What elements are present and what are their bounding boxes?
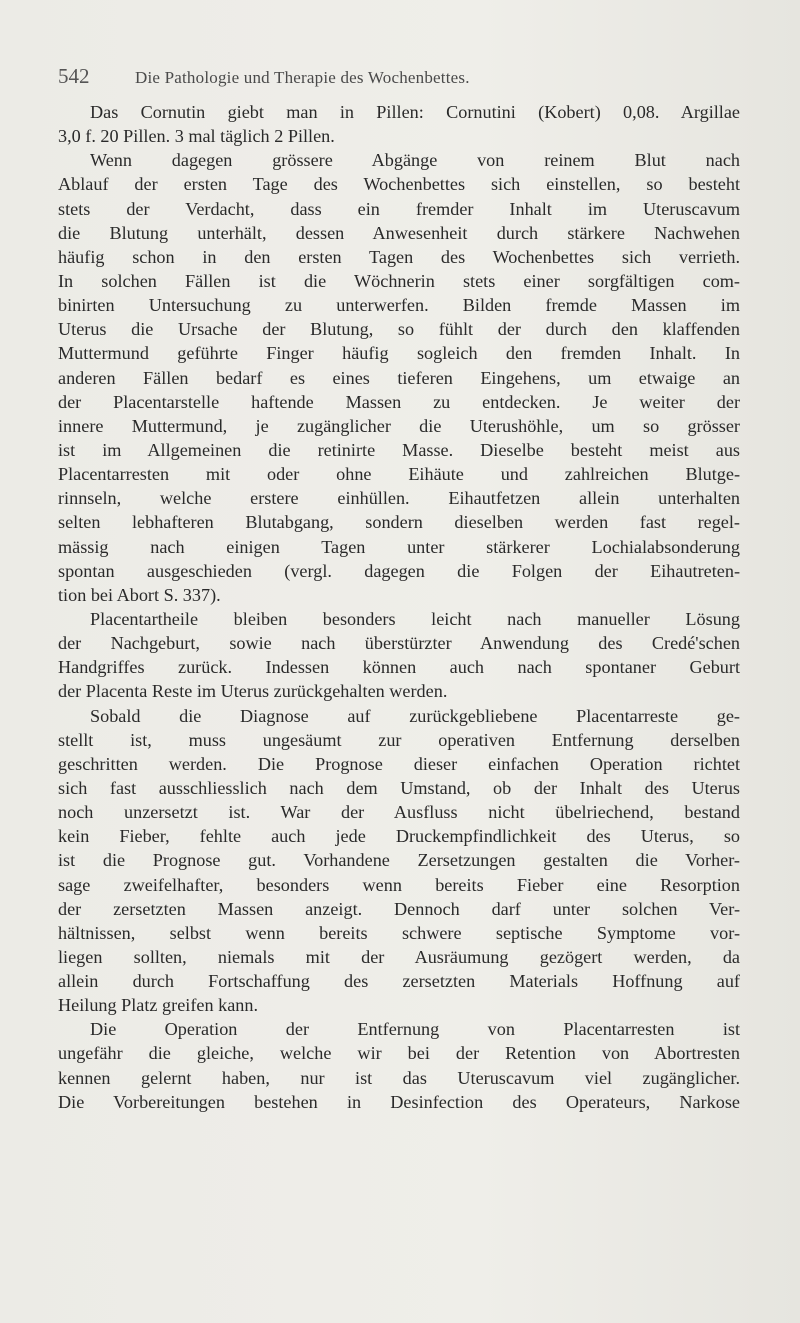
text-line: 3,0 f. 20 Pillen. 3 mal täglich 2 Pillen.	[58, 126, 335, 147]
text-line: ist die Prognose gut. Vorhandene Zersetzungen gestalten die Vorher-	[58, 850, 740, 871]
text-line: anderen Fällen bedarf es eines tieferen Eingehens, um etwaige an	[58, 367, 740, 388]
running-title: Die Pathologie und Therapie des Wochenbettes.	[135, 68, 470, 87]
text-line: hältnissen, selbst wenn bereits schwere septische Symptome vor-	[58, 922, 740, 943]
text-line: allein durch Fortschaffung des zersetzten Materials Hoffnung auf	[58, 971, 740, 992]
text-line: liegen sollten, niemals mit der Ausräumung gezögert werden, da	[58, 946, 740, 967]
text-line: kein Fieber, fehlte auch jede Druckempfindlichkeit des Uterus, so	[58, 826, 740, 847]
text-line: Die Operation der Entfernung von Placentarresten ist	[90, 1019, 740, 1040]
text-line: Die Vorbereitungen bestehen in Desinfection des Operateurs, Narkose	[58, 1091, 740, 1112]
text-line: geschritten werden. Die Prognose dieser einfachen Operation richtet	[58, 753, 740, 774]
text-line: innere Muttermund, je zugänglicher die Uterushöhle, um so grösser	[58, 415, 740, 436]
text-line: Placentartheile bleiben besonders leicht nach manueller Lösung	[90, 608, 740, 629]
text-line: spontan ausgeschieden (vergl. dagegen die Folgen der Eihautreten-	[58, 560, 740, 581]
text-line: Ablauf der ersten Tage des Wochenbettes sich einstellen, so besteht	[58, 174, 740, 195]
text-line: häufig schon in den ersten Tagen des Wochenbettes sich verrieth.	[58, 246, 740, 267]
text-line: Placentarresten mit oder ohne Eihäute und zahlreichen Blutge-	[58, 464, 740, 485]
text-line: Uterus die Ursache der Blutung, so fühlt der durch den klaffenden	[58, 319, 740, 340]
body-text	[58, 100, 740, 1114]
text-line: Handgriffes zurück. Indessen können auch nach spontaner Geburt	[58, 657, 740, 678]
text-line: mässig nach einigen Tagen unter stärkerer Lochialabsonderung	[58, 536, 740, 557]
text-line: In solchen Fällen ist die Wöchnerin stets einer sorgfältigen com-	[58, 270, 740, 291]
text-line: ist im Allgemeinen die retinirte Masse. Dieselbe besteht meist aus	[58, 439, 740, 460]
text-line: tion bei Abort S. 337).	[58, 584, 221, 605]
text-line: sich fast ausschliesslich nach dem Umstand, ob der Inhalt des Uterus	[58, 777, 740, 798]
text-line: noch unzersetzt ist. War der Ausfluss nicht übelriechend, bestand	[58, 802, 740, 823]
text-line: Heilung Platz greifen kann.	[58, 995, 259, 1016]
text-line: binirten Untersuchung zu unterwerfen. Bilden fremde Massen im	[58, 295, 740, 316]
text-line: Sobald die Diagnose auf zurückgebliebene Placentarreste ge-	[90, 705, 740, 726]
text-line: stets der Verdacht, dass ein fremder Inhalt im Uteruscavum	[58, 198, 740, 219]
text-line: der Placenta Reste im Uterus zurückgehalten werden.	[58, 681, 448, 702]
text-line: sage zweifelhafter, besonders wenn bereits Fieber eine Resorption	[58, 874, 740, 895]
text-line: der zersetzten Massen anzeigt. Dennoch darf unter solchen Ver-	[58, 898, 740, 919]
text-line: der Nachgeburt, sowie nach überstürzter Anwendung des Credé'schen	[58, 633, 740, 654]
text-line: der Placentarstelle haftende Massen zu entdecken. Je weiter der	[58, 391, 740, 412]
text-line: Wenn dagegen grössere Abgänge von reinem Blut nach	[90, 150, 740, 171]
text-line: Muttermund geführte Finger häufig sogleich den fremden Inhalt. In	[58, 343, 740, 364]
text-line: rinnseln, welche erstere einhüllen. Eihautfetzen allein unterhalten	[58, 488, 740, 509]
text-line: selten lebhafteren Blutabgang, sondern dieselben werden fast regel-	[58, 512, 740, 533]
text-line: Das Cornutin giebt man in Pillen: Cornutini (Kobert) 0,08. Argillae	[90, 102, 740, 122]
text-line: die Blutung unterhält, dessen Anwesenheit durch stärkere Nachwehen	[58, 222, 740, 243]
page-header	[58, 64, 758, 94]
text-line: stellt ist, muss ungesäumt zur operativen Entfernung derselben	[58, 729, 740, 750]
text-line: ungefähr die gleiche, welche wir bei der Retention von Abortresten	[58, 1043, 740, 1064]
page-number: 542	[58, 64, 90, 88]
text-line: kennen gelernt haben, nur ist das Uteruscavum viel zugänglicher.	[58, 1067, 740, 1088]
